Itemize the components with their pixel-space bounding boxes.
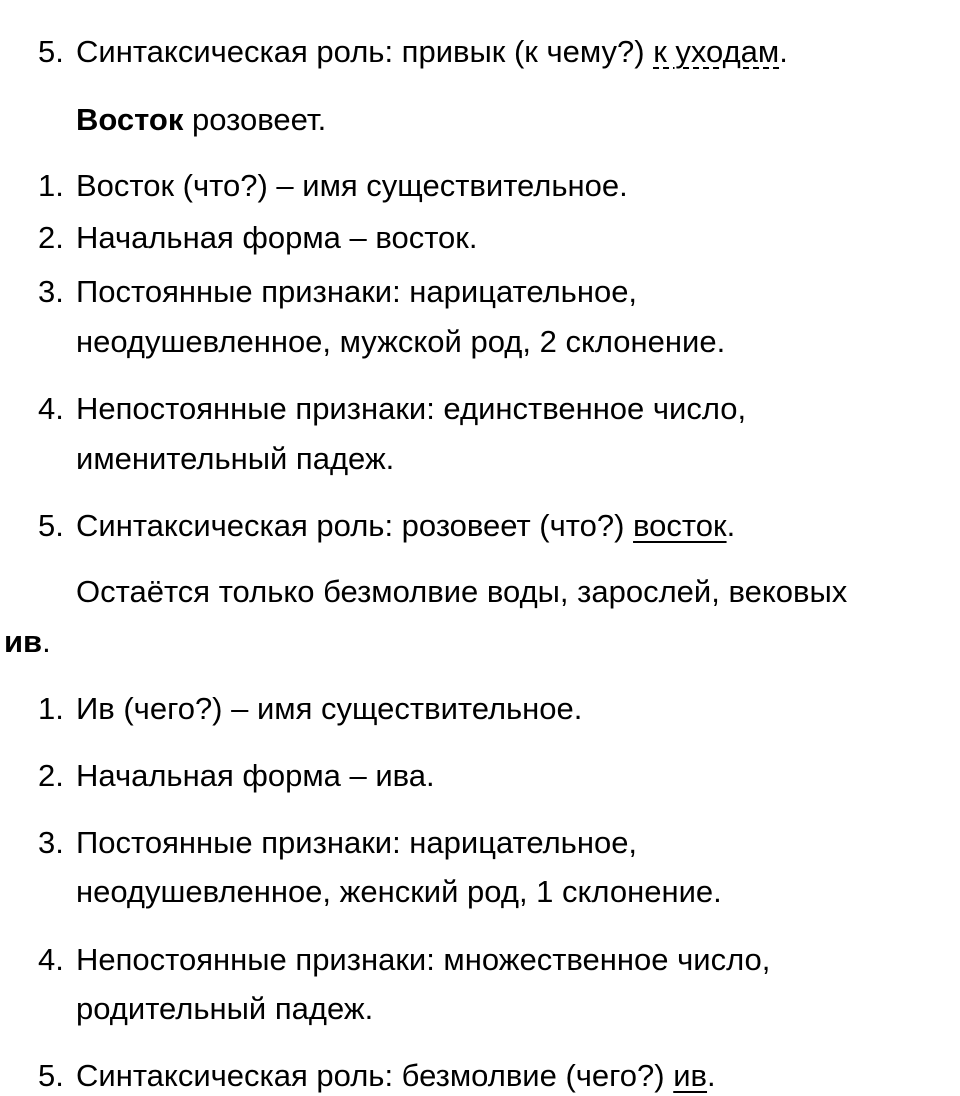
item-number: 4. xyxy=(38,391,64,426)
item-number: 5. xyxy=(38,1058,64,1093)
item-text: Начальная форма – восток. xyxy=(76,220,478,255)
item-text: Восток (что?) – имя существительное. xyxy=(76,168,628,203)
item-text: Постоянные признаки: нарицательное, xyxy=(76,825,638,860)
item-text: Ив (чего?) – имя существительное. xyxy=(76,691,583,726)
item-text: Синтаксическая роль: безмолвие (чего?) ив. xyxy=(76,1058,716,1093)
item-text-continued: неодушевленное, мужской род, 2 склонение. xyxy=(76,324,726,359)
item-text: Синтаксическая роль: розовеет (что?) восток. xyxy=(76,508,736,543)
sentence-heading: Остаётся только безмолвие воды, зарослей, вековых xyxy=(76,574,848,609)
underlined-word: ив xyxy=(673,1058,708,1093)
item-number: 3. xyxy=(38,825,64,860)
item-number: 1. xyxy=(38,168,64,203)
item-text: Начальная форма – ива. xyxy=(76,758,435,793)
item-text: Непостоянные признаки: единственное число, xyxy=(76,391,747,426)
underlined-word: к уходам xyxy=(653,34,780,69)
item-number: 4. xyxy=(38,942,64,977)
item-number: 5. xyxy=(38,508,64,543)
item-text-continued: родительный падеж. xyxy=(76,991,374,1026)
item-text-continued: именительный падеж. xyxy=(76,441,395,476)
item-number: 2. xyxy=(38,220,64,255)
item-text: Постоянные признаки: нарицательное, xyxy=(76,274,638,309)
item-number: 1. xyxy=(38,691,64,726)
item-number: 2. xyxy=(38,758,64,793)
item-text: Непостоянные признаки: множественное число, xyxy=(76,942,771,977)
item-number: 3. xyxy=(38,274,64,309)
sentence-heading: Восток розовеет. xyxy=(76,102,327,137)
item-text-continued: неодушевленное, женский род, 1 склонение. xyxy=(76,874,722,909)
parsed-word: Восток xyxy=(76,102,184,137)
underlined-word: восток xyxy=(633,508,727,543)
parsed-word: ив xyxy=(4,624,43,659)
item-text: Синтаксическая роль: привык (к чему?) к уходам. xyxy=(76,34,788,69)
item-number: 5. xyxy=(38,34,64,69)
sentence-heading-continued: ив. xyxy=(4,624,51,659)
